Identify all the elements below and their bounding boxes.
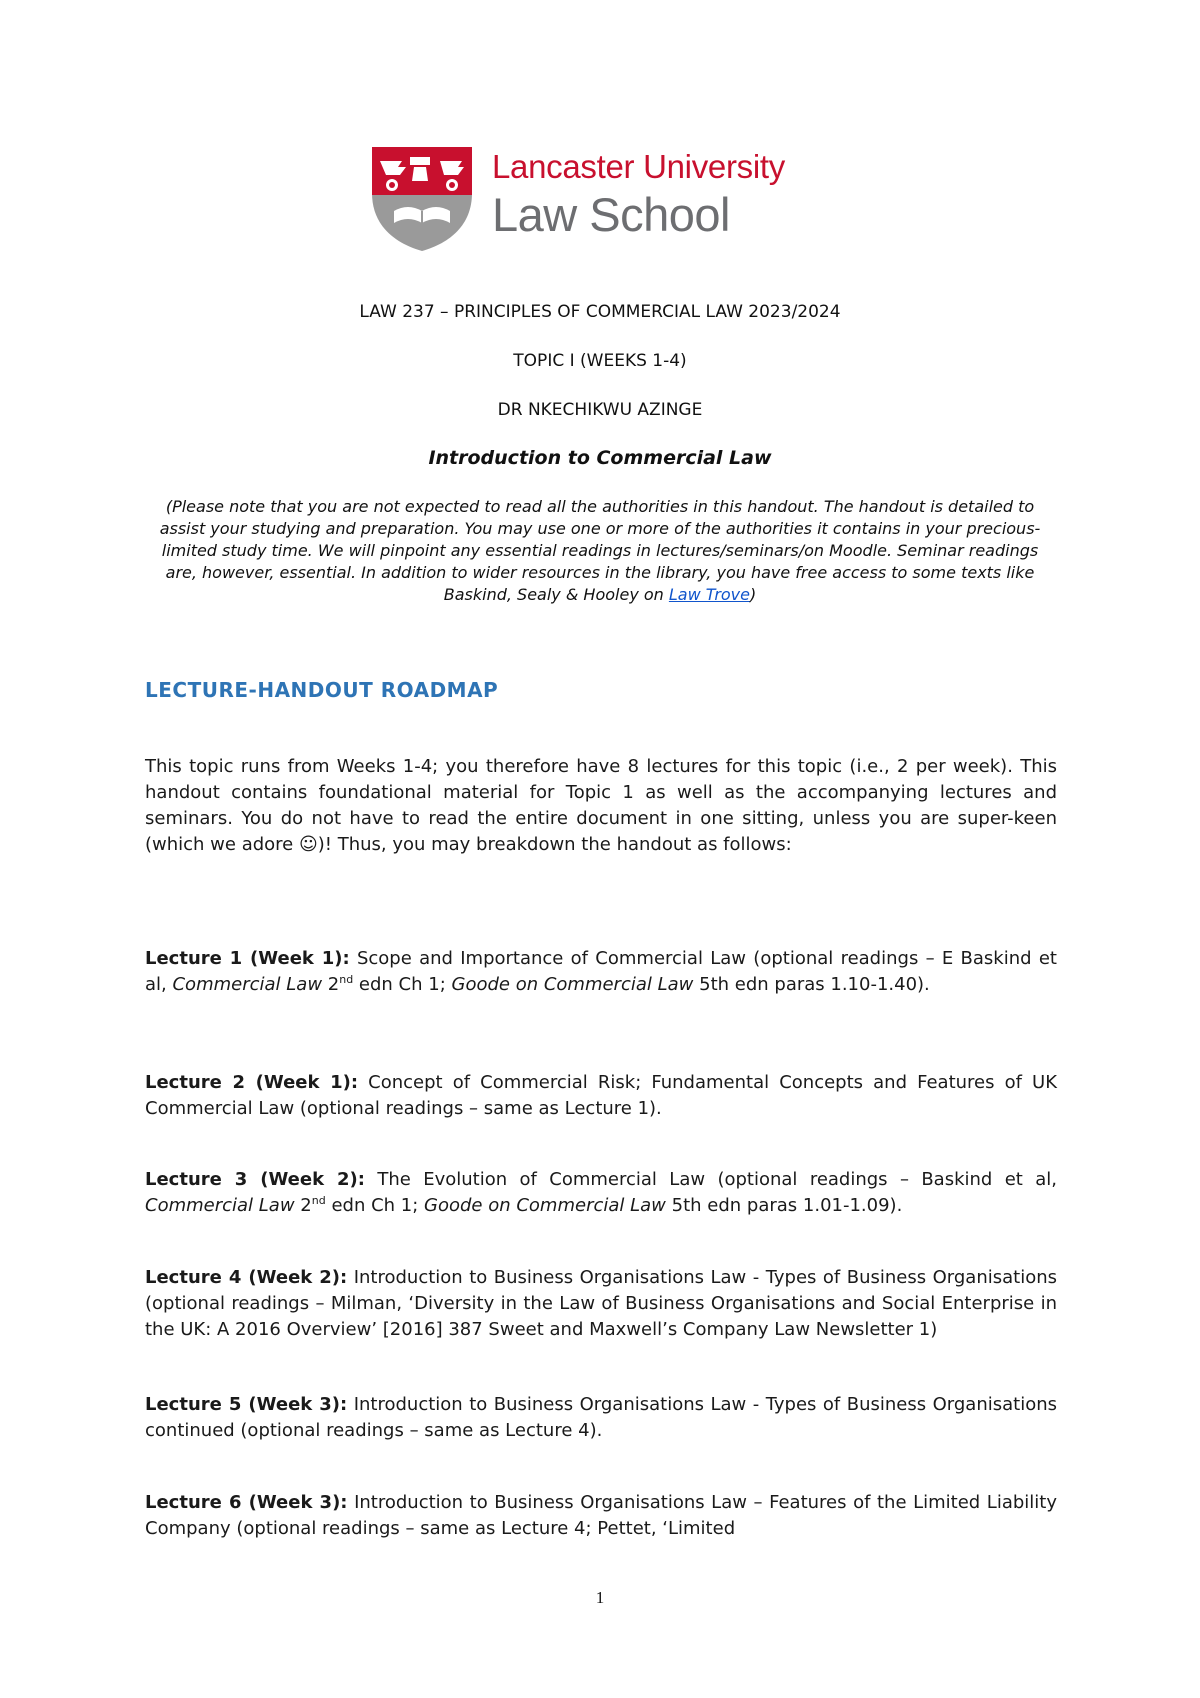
course-title: LAW 237 – PRINCIPLES OF COMMERCIAL LAW 2023/2024 (359, 302, 841, 322)
intro-text-end: )! Thus, you may breakdown the handout as follows: (317, 834, 792, 855)
lancaster-shield-icon (370, 145, 474, 253)
university-name: Lancaster University (492, 148, 785, 185)
intro-text: This topic runs from Weeks 1-4; you therefore have 8 lectures for this topic (i.e., 2 per week). This handout contains foundational material for Topic 1 as well as the accompanying lectures and seminars. You do not have to read the entire document in one sitting, unless you are super-keen (which we adore (145, 756, 1057, 855)
roadmap-intro (145, 754, 1057, 858)
school-name: Law School (492, 188, 730, 241)
law-trove-link[interactable]: Law Trove (668, 585, 750, 604)
lecture-4-entry: Lecture 4 (Week 2): Introduction to Business Organisations Law - Types of Business Organisations (optional readings – Milman, ‘Diversity in the Law of Business Organisations and Social Enterprise in the UK: A 2016 Overview’ [2016] 387 Sweet and Maxwell’s Company Law Newsletter 1) (145, 1267, 1057, 1340)
reading-note-text: (Please note that you are not expected to read all the authorities in this handout. The handout is detailed to assist your studying and preparation. You may use one or more of the authorities it contains in your precious-limited study time. We will pinpoint any essential readings in lectures/seminars/on Moodle. Seminar readings are, however, essential. In addition to wider resources in the library, you have free access to some texts like Baskind, Sealy & Hooley on (159, 497, 1041, 604)
page-number: 1 (595, 1588, 605, 1607)
lecture-label: Lecture 6 (Week 3): (145, 1492, 348, 1513)
document-subtitle: Introduction to Commercial Law (428, 447, 772, 469)
lecturer-name: DR NKECHIKWU AZINGE (497, 400, 703, 420)
reading-note (145, 496, 1055, 606)
section-heading: LECTURE-HANDOUT ROADMAP (145, 678, 499, 702)
smiley-icon: ☺ (298, 834, 318, 855)
lecture-label: Lecture 1 (Week 1): (145, 948, 350, 969)
lecture-6-entry: Lecture 6 (Week 3): Introduction to Business Organisations Law – Features of the Limited Liability Company (optional readings – same as Lecture 4; Pettet, ‘Limited (145, 1492, 1057, 1539)
university-logo (370, 145, 850, 255)
lecture-label: Lecture 2 (Week 1): (145, 1072, 359, 1093)
lecture-label: Lecture 5 (Week 3): (145, 1394, 348, 1415)
topic-title: TOPIC I (WEEKS 1-4) (513, 351, 687, 371)
lecture-3-entry: Lecture 3 (Week 2): The Evolution of Commercial Law (optional readings – Baskind et al, Commercial Law 2nd edn Ch 1; Goode on Commercial Law 5th edn paras 1.01-1.09). (145, 1169, 1058, 1216)
lecture-2-entry: Lecture 2 (Week 1): Concept of Commercial Risk; Fundamental Concepts and Features of UK Commercial Law (optional readings – same as Lecture 1). (145, 1072, 1058, 1119)
lecture-5-entry: Lecture 5 (Week 3): Introduction to Business Organisations Law - Types of Business Organisations continued (optional readings – same as Lecture 4). (145, 1394, 1057, 1441)
lecture-label: Lecture 4 (Week 2): (145, 1267, 348, 1288)
lecture-label: Lecture 3 (Week 2): (145, 1169, 365, 1190)
lecture-1-entry: Lecture 1 (Week 1): Scope and Importance of Commercial Law (optional readings – E Baskind et al, Commercial Law 2nd edn Ch 1; Goode on Commercial Law 5th edn paras 1.10-1.40). (145, 948, 1057, 995)
reading-note-end: ) (750, 585, 757, 604)
